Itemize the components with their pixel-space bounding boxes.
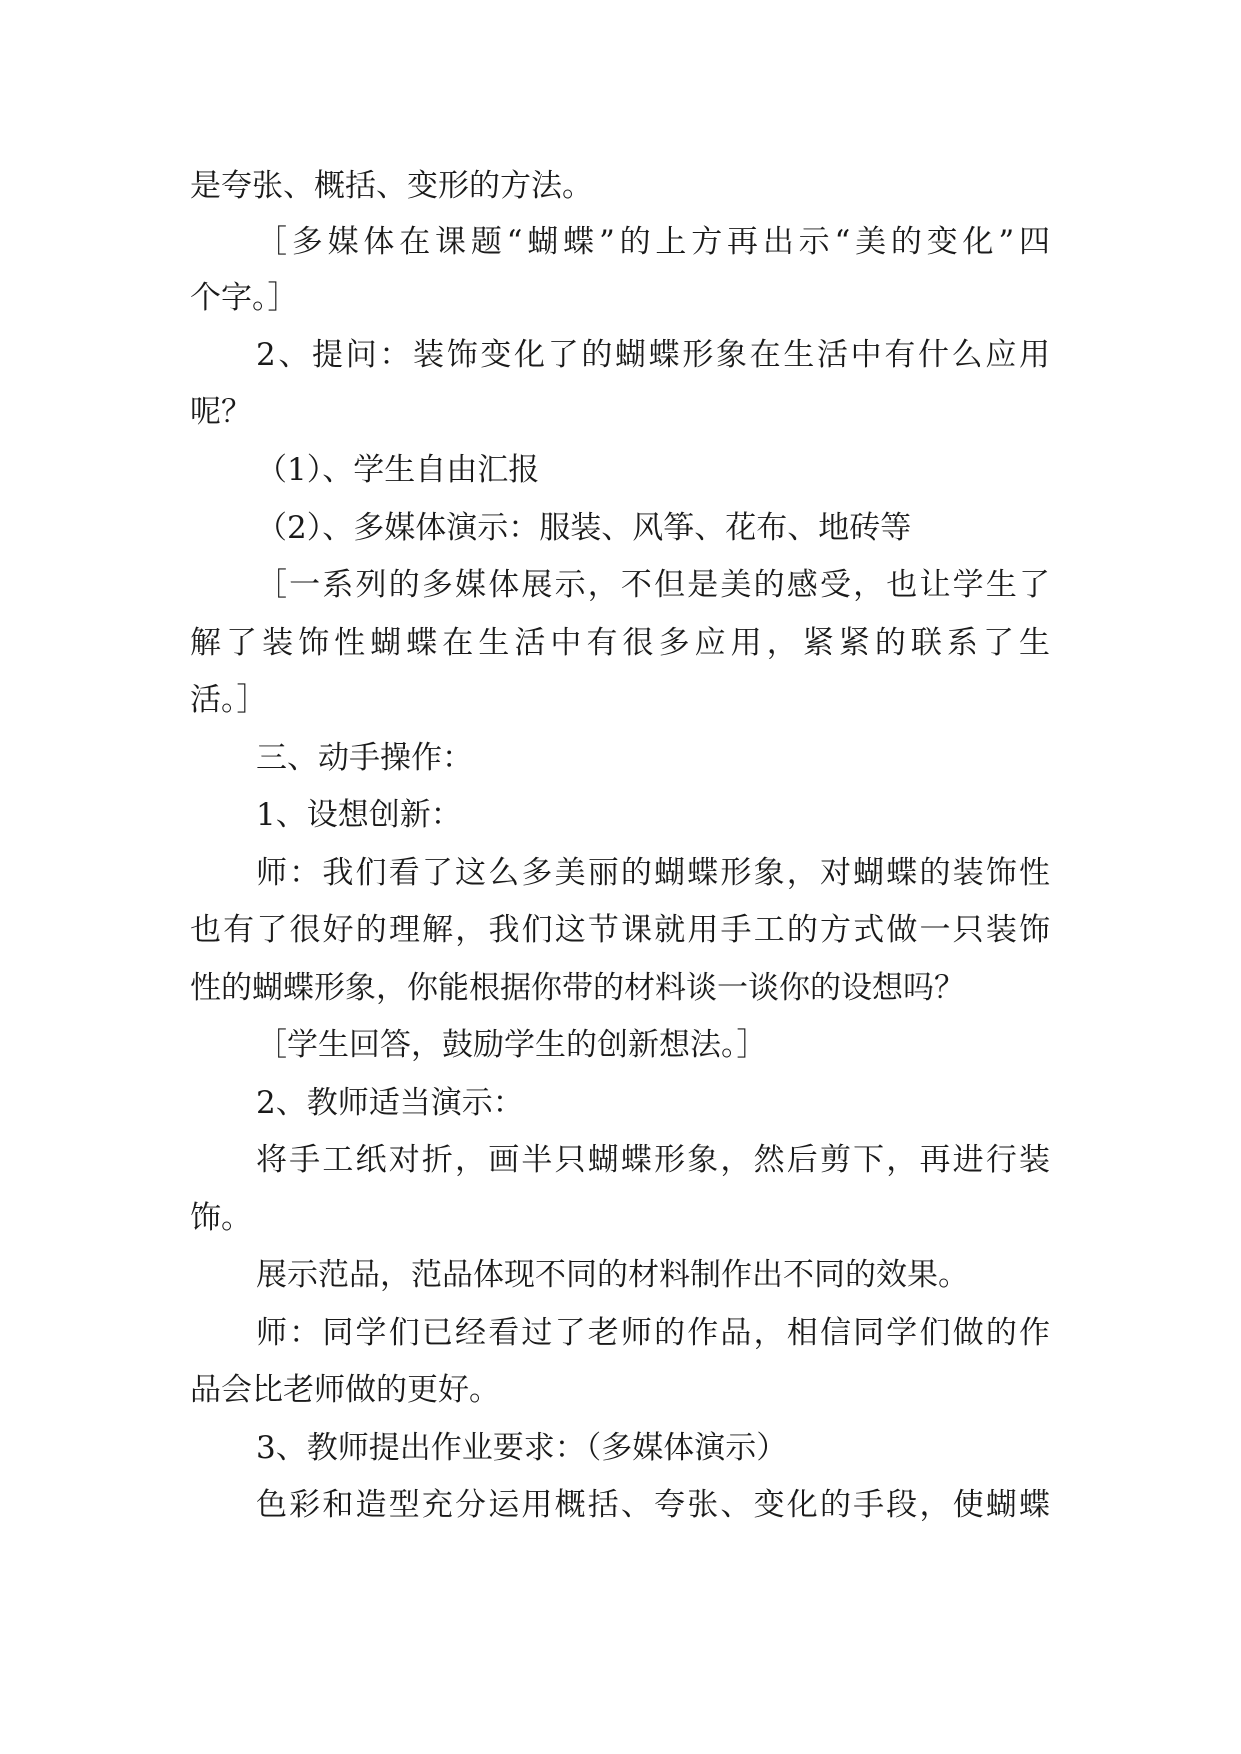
text-line: 师：同学们已经看过了老师的作品，相信同学们做的作 [256,1315,1050,1351]
text-line: （1）、学生自由汇报 [256,452,540,488]
text-line: 品会比老师做的更好。 [190,1372,500,1408]
text-line: 解了装饰性蝴蝶在生活中有很多应用，紧紧的联系了生 [190,625,1050,661]
text-line: 活。］ [190,682,268,718]
text-line: （2）、多媒体演示：服装、风筝、花布、地砖等 [256,510,912,546]
text-line: 将手工纸对折，画半只蝴蝶形象，然后剪下，再进行装 [256,1142,1050,1178]
text-line: 师：我们看了这么多美丽的蝴蝶形象，对蝴蝶的装饰性 [256,855,1050,891]
text-line: ［一系列的多媒体展示，不但是美的感受，也让学生了 [256,567,1050,603]
text-line: 饰。 [190,1200,252,1236]
text-line: 1、设想创新： [256,797,462,833]
text-line: 也有了很好的理解，我们这节课就用手工的方式做一只装饰 [190,912,1050,948]
text-line: 2、教师适当演示： [256,1085,524,1121]
text-line: ［学生回答，鼓励学生的创新想法。］ [256,1027,768,1063]
text-line: 性的蝴蝶形象，你能根据你带的材料谈一谈你的设想吗？ [190,970,965,1006]
text-line: 色彩和造型充分运用概括、夸张、变化的手段，使蝴蝶 [256,1487,1050,1523]
text-line: 呢？ [190,394,252,430]
text-line: ［多媒体在课题“蝴蝶”的上方再出示“美的变化”四 [256,224,1050,260]
text-line: 展示范品，范品体现不同的材料制作出不同的效果。 [256,1257,969,1293]
text-line: 2、提问：装饰变化了的蝴蝶形象在生活中有什么应用 [256,337,1050,373]
text-line: 个字。］ [190,280,299,316]
text-line: 三、动手操作： [256,740,473,776]
text-line: 3、教师提出作业要求：（多媒体演示） [256,1430,788,1466]
text-line: 是夸张、概括、变形的方法。 [190,168,593,204]
